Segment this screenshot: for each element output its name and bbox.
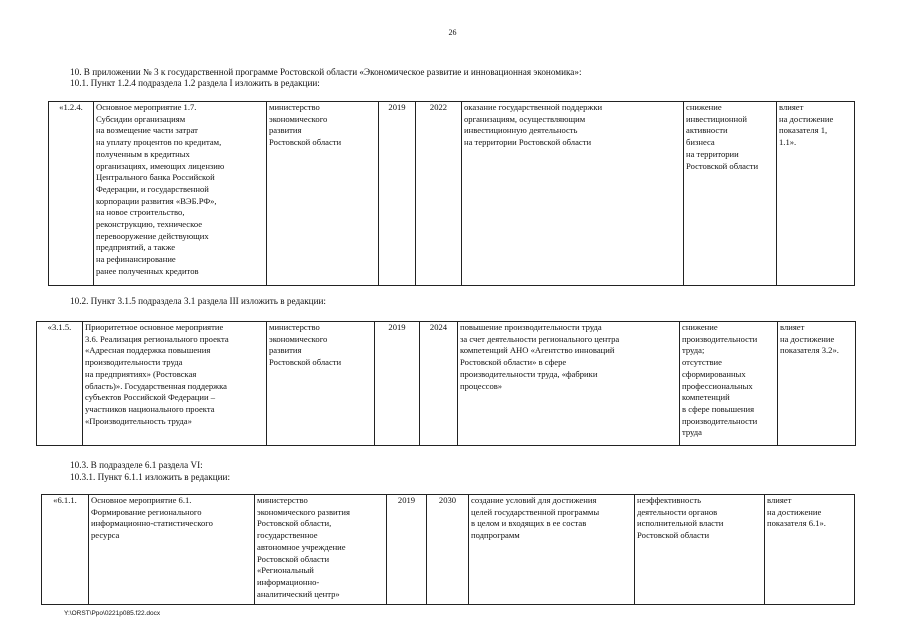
expected-result: оказание государственной поддержки организациям, осуществляющим инвестиционную деятельность на территории Ростовской области bbox=[462, 102, 684, 286]
paragraph-10: 10. В приложении № 3 к государственной программе Ростовской области «Экономическое развитие и инновационная экономика»: bbox=[70, 67, 582, 77]
table-row bbox=[37, 322, 856, 446]
table-item-3-1-5 bbox=[36, 321, 856, 446]
start-year: 2019 bbox=[379, 102, 416, 286]
non-implementation-consequence: неэффективность деятельности органов исполнительной власти Ростовской области bbox=[635, 495, 765, 605]
paragraph-10-1: 10.1. Пункт 1.2.4 подраздела 1.2 раздела I изложить в редакции: bbox=[70, 78, 320, 88]
non-implementation-consequence: снижение производительности труда; отсутствие сформированных профессиональных компетенций в сфере повышения производительности труда bbox=[680, 322, 778, 446]
expected-result: создание условий для достижения целей государственной программы в целом и входящих в ее состав подпрограмм bbox=[469, 495, 635, 605]
table-row bbox=[49, 102, 855, 286]
measure-name: Основное мероприятие 1.7. Субсидии организациям на возмещение части затрат на уплату процентов по кредитам, полученным в кредитных организациях, имеющих лицензию Центрального банка Российской Федерации, и государственной корпорации развития «ВЭБ.РФ», на новое строительство, реконструкцию, техническое перевооружение действующих предприятий, а также на рефинансирование ранее полученных кредитов bbox=[94, 102, 267, 286]
start-year: 2019 bbox=[375, 322, 420, 446]
measure-name: Приоритетное основное мероприятие 3.6. Реализация регионального проекта «Адресная поддержка повышения производительности труда на предприятиях» (Ростовская область)». Государственная поддержка субъектов Российской Федерации – участников национального проекта «Производительность труда» bbox=[83, 322, 267, 446]
non-implementation-consequence: снижение инвестиционной активности бизнеса на территории Ростовской области bbox=[684, 102, 777, 286]
table-item-6-1-1 bbox=[41, 494, 855, 605]
executor: министерство экономического развития Ростовской области bbox=[267, 102, 379, 286]
table-item-1-2-4 bbox=[48, 101, 855, 286]
end-year: 2030 bbox=[427, 495, 469, 605]
expected-result: повышение производительности труда за счет деятельности регионального центра компетенций АНО «Агентство инноваций Ростовской области» в сфере производительности труда, «фабрики процессов» bbox=[458, 322, 680, 446]
measure-name: Основное мероприятие 6.1. Формирование регионального информационно-статистического ресурса bbox=[89, 495, 255, 605]
paragraph-10-3-1: 10.3.1. Пункт 6.1.1 изложить в редакции: bbox=[70, 472, 231, 482]
executor: министерство экономического развития Ростовской области bbox=[267, 322, 375, 446]
end-year: 2024 bbox=[420, 322, 458, 446]
end-year: 2022 bbox=[416, 102, 462, 286]
start-year: 2019 bbox=[387, 495, 427, 605]
executor: министерство экономического развития Ростовской области, государственное автономное учреждение Ростовской области «Региональный информационно- аналитический центр» bbox=[255, 495, 387, 605]
item-number: «1.2.4. bbox=[49, 102, 94, 286]
paragraph-10-3: 10.3. В подразделе 6.1 раздела VI: bbox=[70, 460, 203, 470]
item-number: «3.1.5. bbox=[37, 322, 83, 446]
indicator-link: влияет на достижение показателя 3.2». bbox=[778, 322, 856, 446]
file-path-footer: Y:\ORST\Ppo\0221p085.f22.docx bbox=[64, 610, 161, 617]
page-number: 26 bbox=[448, 28, 457, 37]
indicator-link: влияет на достижение показателя 1, 1.1». bbox=[777, 102, 855, 286]
item-number: «6.1.1. bbox=[42, 495, 89, 605]
indicator-link: влияет на достижение показателя 6.1». bbox=[765, 495, 855, 605]
paragraph-10-2: 10.2. Пункт 3.1.5 подраздела 3.1 раздела III изложить в редакции: bbox=[70, 296, 326, 306]
table-row bbox=[42, 495, 855, 605]
